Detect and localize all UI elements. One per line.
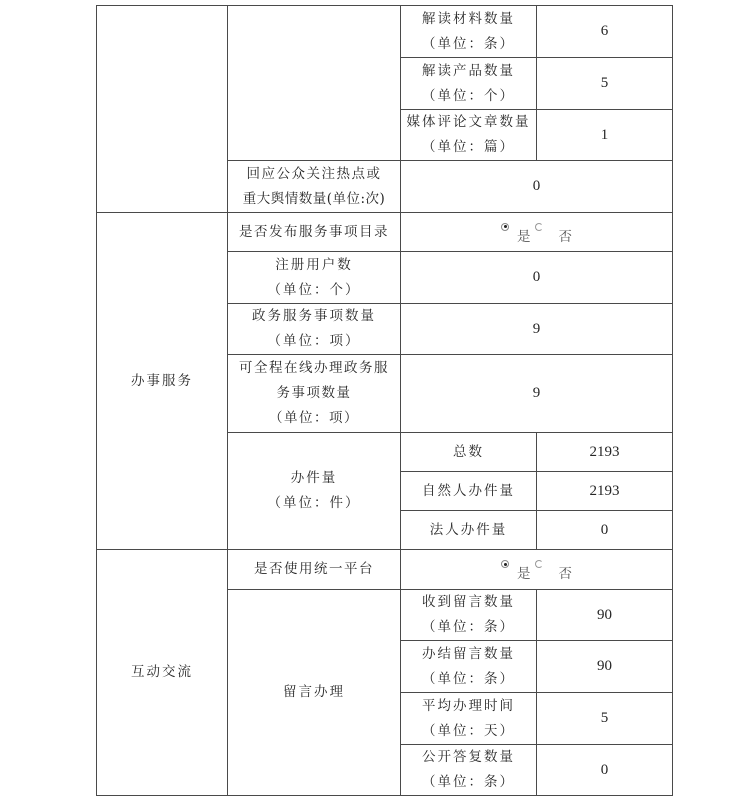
registered-users-label: 注册用户数 （单位：个）	[228, 252, 401, 304]
statistics-table	[96, 5, 673, 796]
case-legal-person-label: 法人办件量	[401, 511, 537, 550]
value-cell: 1	[537, 110, 673, 161]
unified-platform-radio-group	[501, 558, 572, 587]
category-services: 办事服务	[97, 213, 228, 550]
radio-yes-label: 是	[517, 566, 531, 582]
case-total-label: 总数	[401, 433, 537, 472]
radio-no-label: 否	[558, 566, 572, 582]
service-items-value: 9	[401, 304, 673, 355]
case-natural-person-label: 自然人办件量	[401, 472, 537, 511]
label-cell: 解读产品数量 （单位：个）	[401, 58, 537, 110]
publish-catalog-options	[401, 213, 673, 252]
table-row	[97, 550, 673, 590]
case-total-value: 2193	[537, 433, 673, 472]
public-replies-label: 公开答复数量 （单位：条）	[401, 745, 537, 796]
subcategory-cell-continued	[228, 6, 401, 161]
online-items-value: 9	[401, 355, 673, 433]
radio-yes-label: 是	[517, 228, 531, 245]
label-cell: 媒体评论文章数量 （单位：篇）	[401, 110, 537, 161]
value-cell: 5	[537, 58, 673, 110]
radio-no-icon[interactable]	[535, 223, 543, 231]
category-cell-continued	[97, 6, 228, 213]
unified-platform-options	[401, 550, 673, 590]
case-natural-person-value: 2193	[537, 472, 673, 511]
hotspot-value-cell: 0	[401, 161, 673, 213]
online-items-label: 可全程在线办理政务服 务事项数量 （单位：项）	[228, 355, 401, 433]
case-volume-label: 办件量 （单位：件）	[228, 433, 401, 550]
label-cell: 解读材料数量 （单位：条）	[401, 6, 537, 58]
messages-received-value: 90	[537, 590, 673, 641]
messages-closed-label: 办结留言数量 （单位：条）	[401, 641, 537, 693]
messages-closed-value: 90	[537, 641, 673, 693]
messages-received-label: 收到留言数量 （单位：条）	[401, 590, 537, 641]
radio-yes-selected-icon[interactable]	[501, 560, 509, 568]
hotspot-label-cell: 回应公众关注热点或 重大舆情数量(单位:次)	[228, 161, 401, 213]
message-handling-label: 留言办理	[228, 590, 401, 796]
table-row	[97, 6, 673, 58]
service-items-label: 政务服务事项数量 （单位：项）	[228, 304, 401, 355]
radio-no-icon[interactable]	[535, 560, 543, 568]
value-cell: 6	[537, 6, 673, 58]
avg-handling-time-label: 平均办理时间 （单位：天）	[401, 693, 537, 745]
case-legal-person-value: 0	[537, 511, 673, 550]
radio-yes-selected-icon[interactable]	[501, 223, 509, 231]
category-interaction: 互动交流	[97, 550, 228, 796]
radio-no-label: 否	[558, 228, 572, 245]
publish-catalog-radio-group	[501, 221, 572, 250]
table-row	[97, 213, 673, 252]
publish-catalog-label: 是否发布服务事项目录	[228, 213, 401, 252]
avg-handling-time-value: 5	[537, 693, 673, 745]
public-replies-value: 0	[537, 745, 673, 796]
unified-platform-label: 是否使用统一平台	[228, 550, 401, 590]
registered-users-value: 0	[401, 252, 673, 304]
